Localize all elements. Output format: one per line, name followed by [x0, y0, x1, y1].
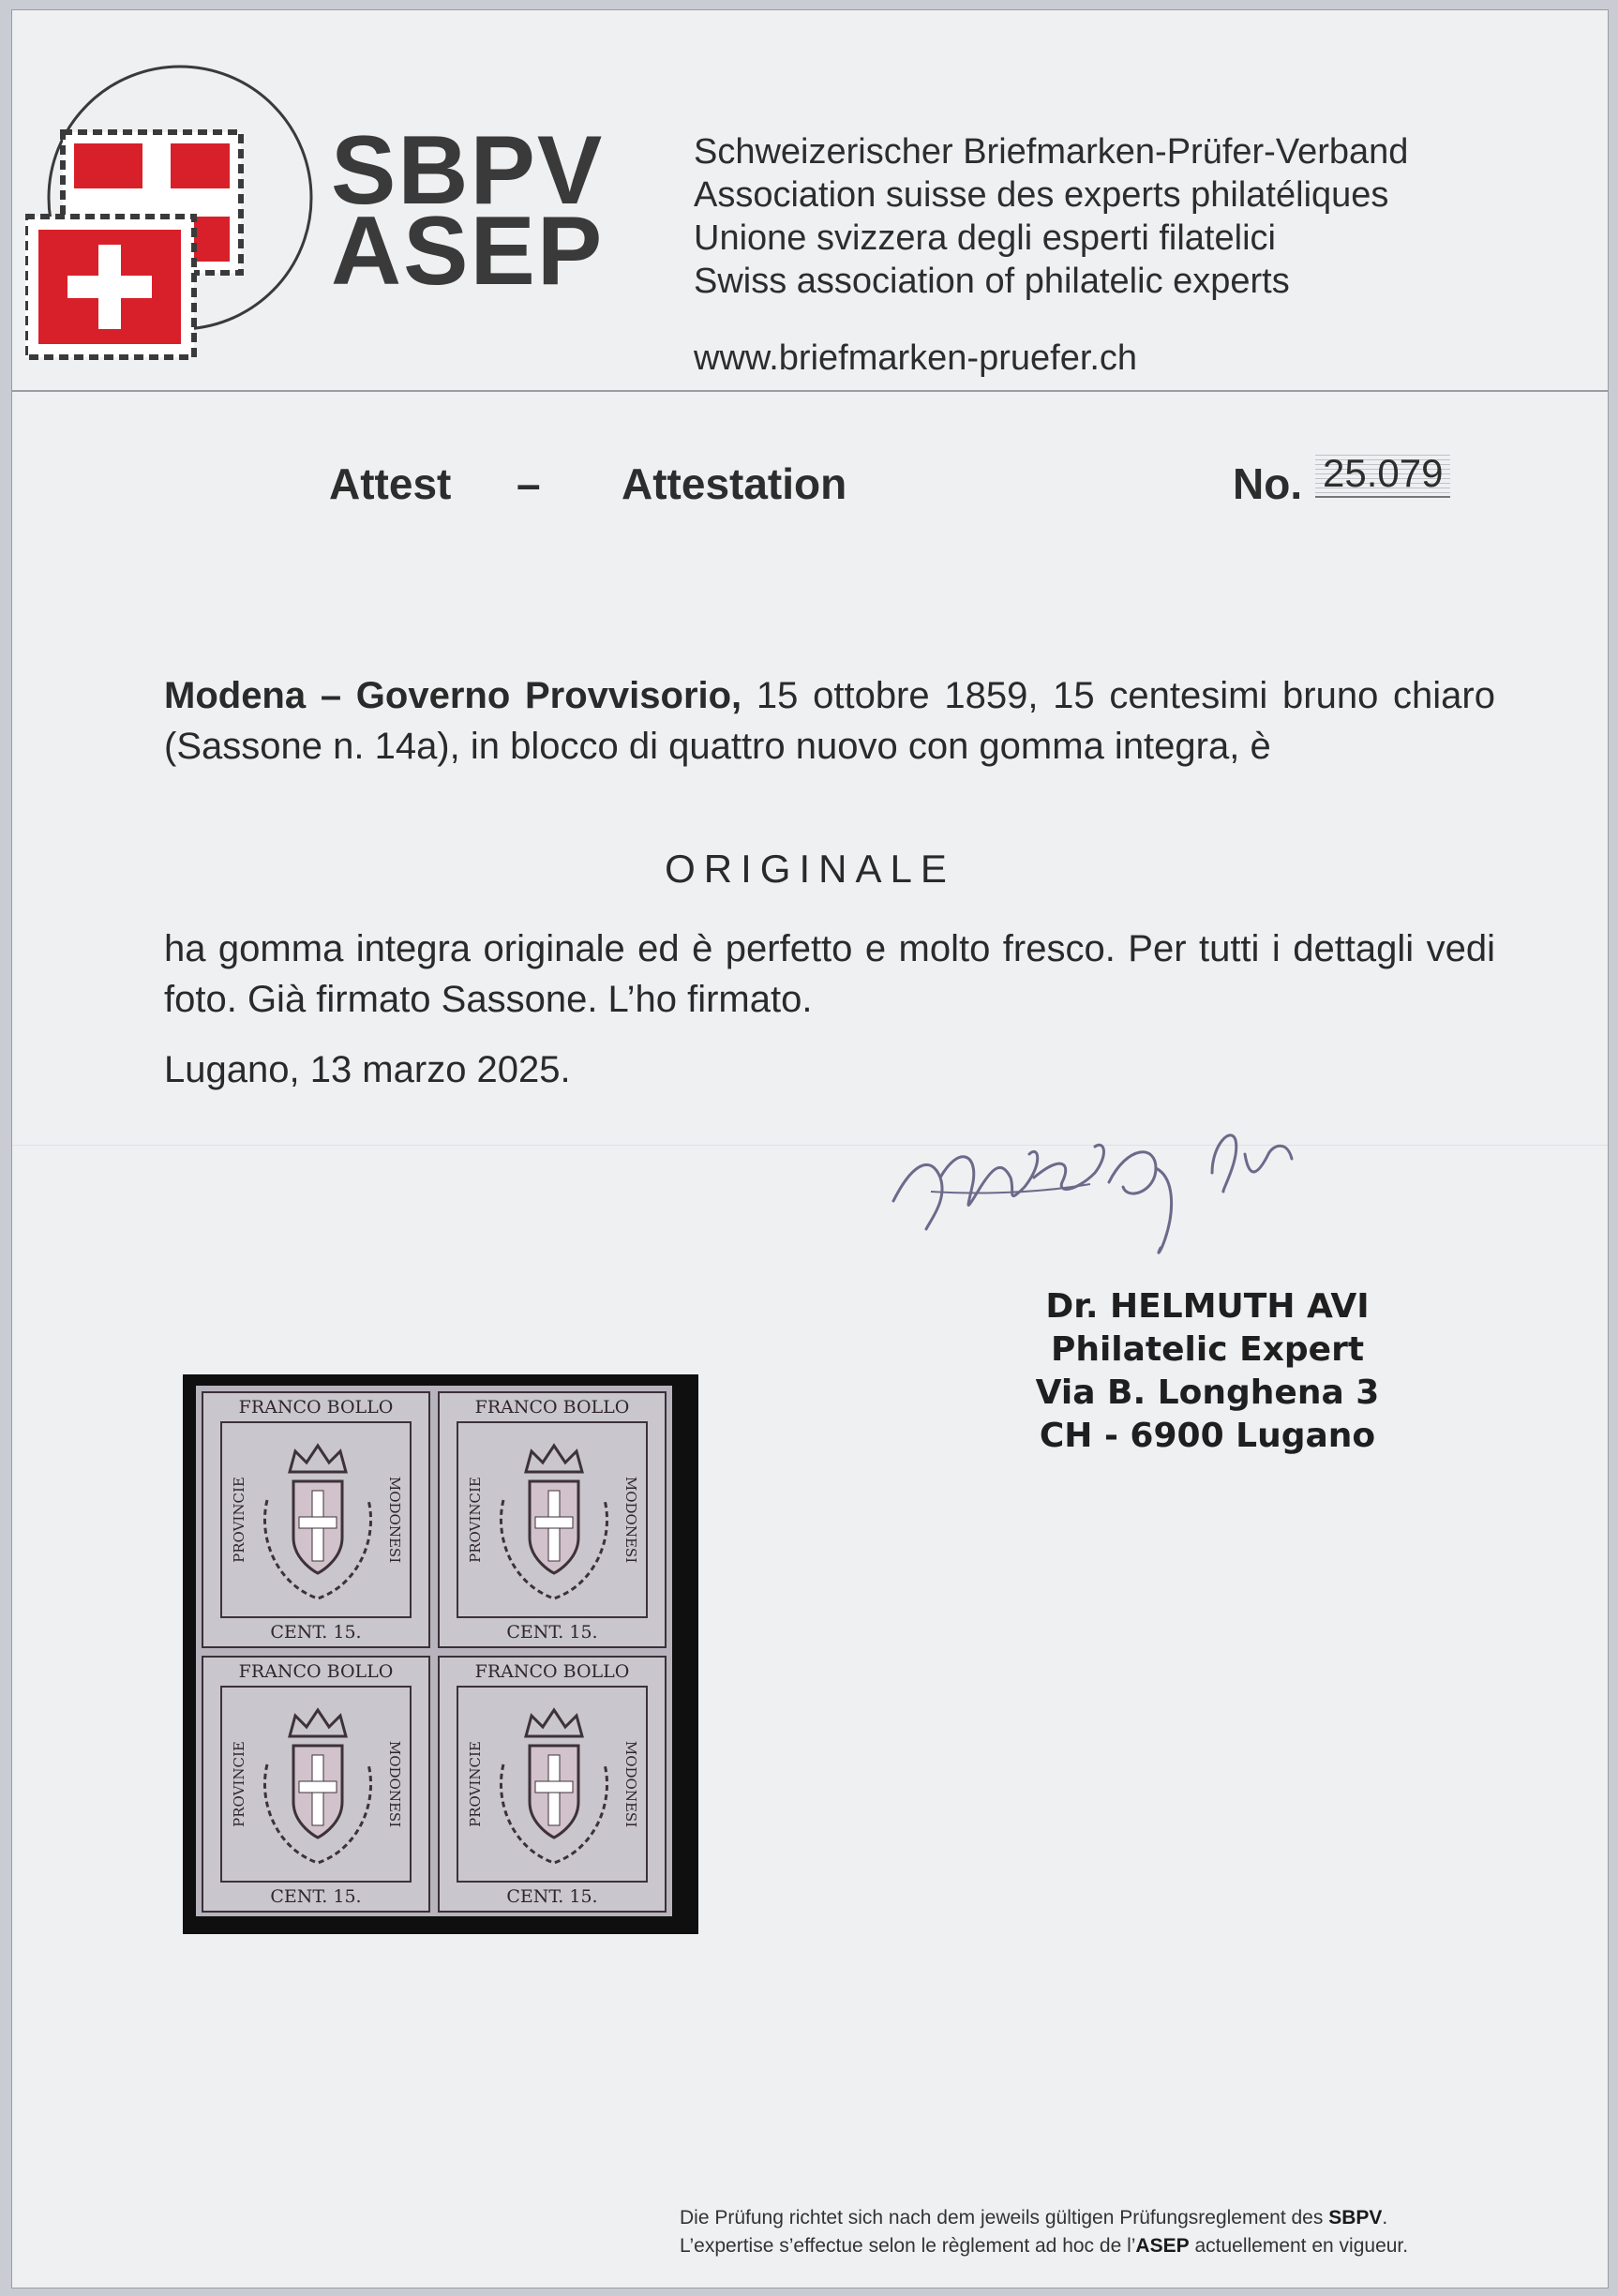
- verdict: ORIGINALE: [665, 847, 955, 891]
- title-dash: –: [517, 459, 541, 508]
- certificate-sheet: [11, 9, 1609, 2288]
- footer-de: [680, 2204, 1408, 2232]
- footer-fr-end: actuellement en vigueur.: [1189, 2235, 1409, 2257]
- title-attest: Attest: [329, 459, 452, 508]
- stamp-top-text: FRANCO BOLLO: [238, 1661, 394, 1682]
- website-link[interactable]: www.briefmarken-pruefer.ch: [694, 338, 1138, 378]
- brand-asep: ASEP: [331, 197, 605, 306]
- stamp-value-text: CENT. 15.: [270, 1622, 362, 1643]
- header-divider: [12, 390, 1608, 392]
- certificate-number-label: No.: [1233, 459, 1303, 508]
- certificate-number: 25.079: [1315, 451, 1450, 498]
- stamp-right-text: MODONESI: [385, 1476, 403, 1564]
- stamp-left-text: PROVINCIE: [466, 1477, 484, 1563]
- stamp-left-text: PROVINCIE: [466, 1741, 484, 1827]
- brand-sbpv: SBPV: [331, 116, 605, 225]
- description-text: 15 ottobre 1859, 15 centesimi bruno chiaro (Sassone n. 14a), in blocco di quattro nuovo con gomma integra, è: [164, 675, 1495, 767]
- expert-street: Via B. Longhena 3: [1035, 1373, 1380, 1412]
- stamp-top-left: [202, 1391, 430, 1648]
- title-attestation: Attestation: [622, 459, 847, 508]
- stamp-right-text: MODONESI: [385, 1740, 403, 1828]
- footer-note: [680, 2204, 1408, 2260]
- expert-title: Philatelic Expert: [1050, 1330, 1365, 1369]
- coat-of-arms-icon: [485, 1434, 623, 1609]
- footer-fr: [680, 2232, 1408, 2260]
- stamp-right-text: MODONESI: [622, 1476, 639, 1564]
- expert-signature: [875, 1088, 1400, 1276]
- stamp-bottom-right: [438, 1656, 667, 1913]
- footer-fr-text: L’expertise s’effectue selon le règlement ad hoc de l’: [680, 2235, 1136, 2257]
- stamp-description: [164, 670, 1495, 772]
- footer-de-text: Die Prüfung richtet sich nach dem jeweils gültigen Prüfungsreglement des: [680, 2207, 1329, 2228]
- expert-city: CH - 6900 Lugano: [1039, 1417, 1376, 1455]
- footer-de-end: .: [1382, 2207, 1388, 2228]
- expert-stamp: [1029, 1285, 1386, 1458]
- association-de: Schweizerischer Briefmarken-Prüfer-Verband: [694, 132, 1409, 172]
- association-fr: Association suisse des experts philatéliques: [694, 175, 1389, 215]
- stamp-top-text: FRANCO BOLLO: [238, 1397, 394, 1418]
- description-heading: Modena – Governo Provvisorio,: [164, 675, 742, 716]
- stamp-value-text: CENT. 15.: [506, 1622, 598, 1643]
- expert-name: Dr. HELMUTH AVI: [1045, 1287, 1370, 1326]
- stamp-value-text: CENT. 15.: [506, 1886, 598, 1907]
- stamp-left-text: PROVINCIE: [230, 1477, 247, 1563]
- place-date: Lugano, 13 marzo 2025.: [164, 1049, 571, 1090]
- stamp-top-text: FRANCO BOLLO: [474, 1397, 630, 1418]
- footer-de-sbpv: SBPV: [1328, 2207, 1383, 2228]
- stamp-block: [196, 1386, 672, 1916]
- association-en: Swiss association of philatelic experts: [694, 262, 1290, 301]
- stamp-right-text: MODONESI: [622, 1740, 639, 1828]
- stamp-top-right: [438, 1391, 667, 1648]
- stamp-photo: [183, 1374, 698, 1934]
- sbpv-logo-icon: [25, 57, 335, 367]
- coat-of-arms-icon: [485, 1699, 623, 1873]
- coat-of-arms-icon: [248, 1434, 387, 1609]
- footer-fr-asep: ASEP: [1135, 2235, 1190, 2257]
- stamp-value-text: CENT. 15.: [270, 1886, 362, 1907]
- stamp-left-text: PROVINCIE: [230, 1741, 247, 1827]
- association-it: Unione svizzera degli esperti filatelici: [694, 218, 1276, 258]
- stamp-bottom-left: [202, 1656, 430, 1913]
- association-names: [694, 130, 1408, 303]
- coat-of-arms-icon: [248, 1699, 387, 1873]
- brand-wordmark: [331, 116, 605, 306]
- remarks: ha gomma integra originale ed è perfetto e molto fresco. Per tutti i dettagli vedi foto. Già firmato Sassone. L’ho firmato.: [164, 928, 1495, 1020]
- stamp-top-text: FRANCO BOLLO: [474, 1661, 630, 1682]
